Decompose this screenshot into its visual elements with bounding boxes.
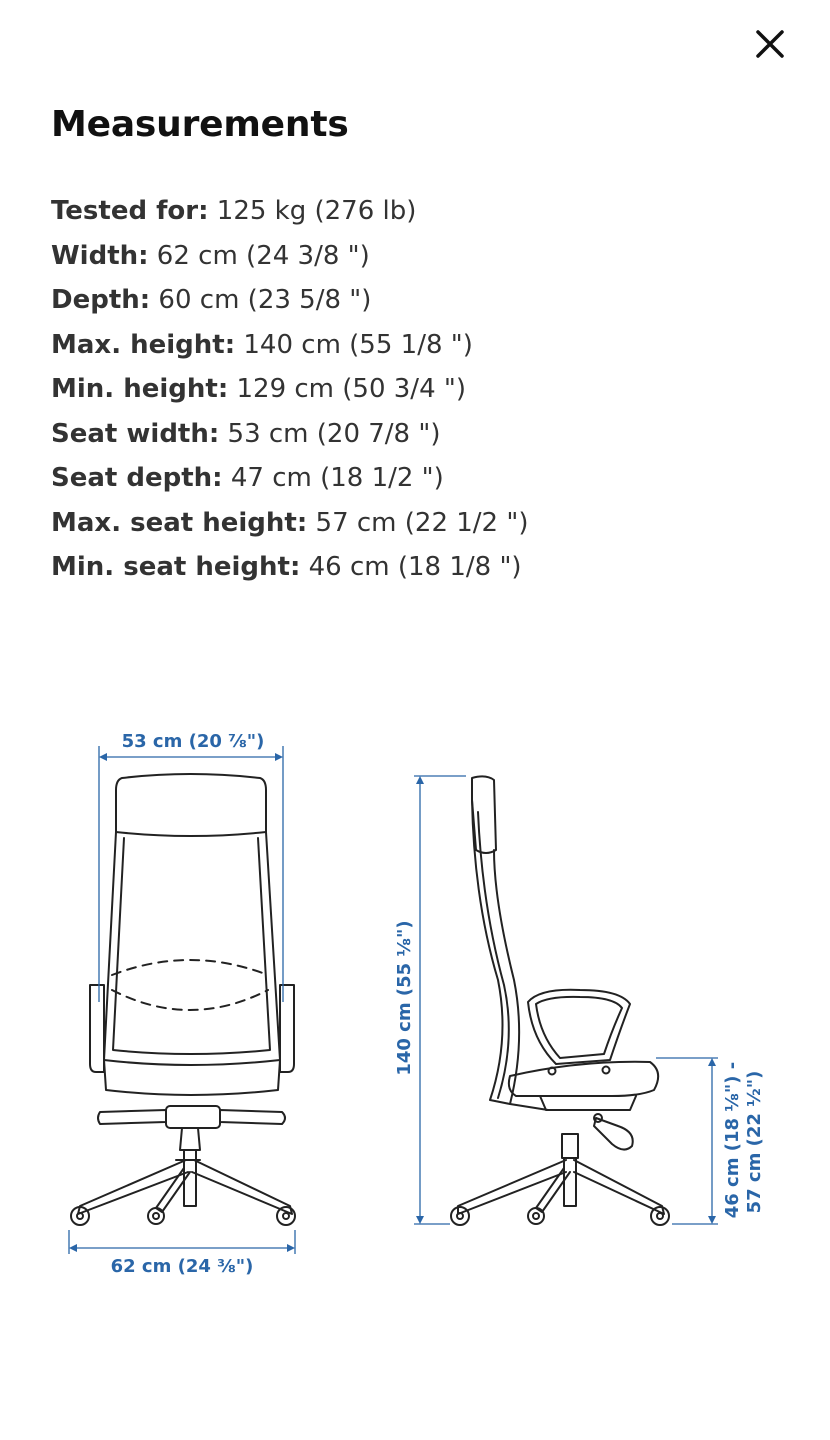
spec-min-seat-height	[51, 545, 528, 590]
spec-value: 62 cm (24 3/8 ")	[148, 240, 370, 271]
spec-value: 46 cm (18 1/8 ")	[300, 552, 522, 582]
spec-label: Min. seat height:	[51, 552, 301, 582]
spec-value: 60 cm (23 5/8 ")	[150, 285, 372, 315]
spec-value: 53 cm (20 7/8 ")	[219, 418, 441, 449]
min-seat-height-dimension-label: 46 cm (18 ⅛") -	[722, 1061, 743, 1219]
measurements-list	[51, 189, 528, 590]
front-dimension-lines	[69, 746, 295, 1254]
chair-side-view	[451, 776, 669, 1225]
spec-tested-for	[51, 189, 528, 234]
spec-label: Tested for:	[51, 196, 209, 226]
spec-value: 47 cm (18 1/2 ")	[222, 463, 444, 493]
spec-min-height	[51, 367, 528, 412]
seat-width-dimension-label: 53 cm (20 ⅞")	[121, 731, 265, 752]
spec-value: 140 cm (55 1/8 ")	[235, 329, 473, 360]
spec-seat-width	[51, 412, 528, 457]
close-button[interactable]	[748, 22, 792, 66]
spec-value: 57 cm (22 1/2 ")	[307, 507, 529, 538]
chair-dimension-diagram	[0, 700, 830, 1300]
spec-label: Seat depth:	[51, 463, 223, 493]
spec-label: Min. height:	[51, 374, 229, 404]
spec-max-height	[51, 323, 528, 368]
chair-front-view	[71, 774, 295, 1225]
height-dimension-label: 140 cm (55 ⅛")	[394, 920, 415, 1076]
spec-max-seat-height	[51, 501, 528, 546]
width-dimension-label: 62 cm (24 ⅜")	[110, 1256, 254, 1277]
spec-value: 125 kg (276 lb)	[208, 196, 417, 226]
spec-depth	[51, 278, 528, 323]
spec-label: Max. seat height:	[51, 507, 308, 538]
side-dimension-lines	[414, 776, 718, 1224]
spec-seat-depth	[51, 456, 528, 501]
spec-label: Seat width:	[51, 418, 220, 449]
spec-value: 129 cm (50 3/4 ")	[228, 374, 466, 404]
spec-width	[51, 234, 528, 279]
page-title: Measurements	[51, 104, 349, 145]
close-icon	[754, 28, 786, 60]
spec-label: Max. height:	[51, 329, 236, 360]
max-seat-height-dimension-label: 57 cm (22 ½")	[744, 1070, 765, 1214]
spec-label: Width:	[51, 240, 149, 271]
spec-label: Depth:	[51, 285, 151, 315]
